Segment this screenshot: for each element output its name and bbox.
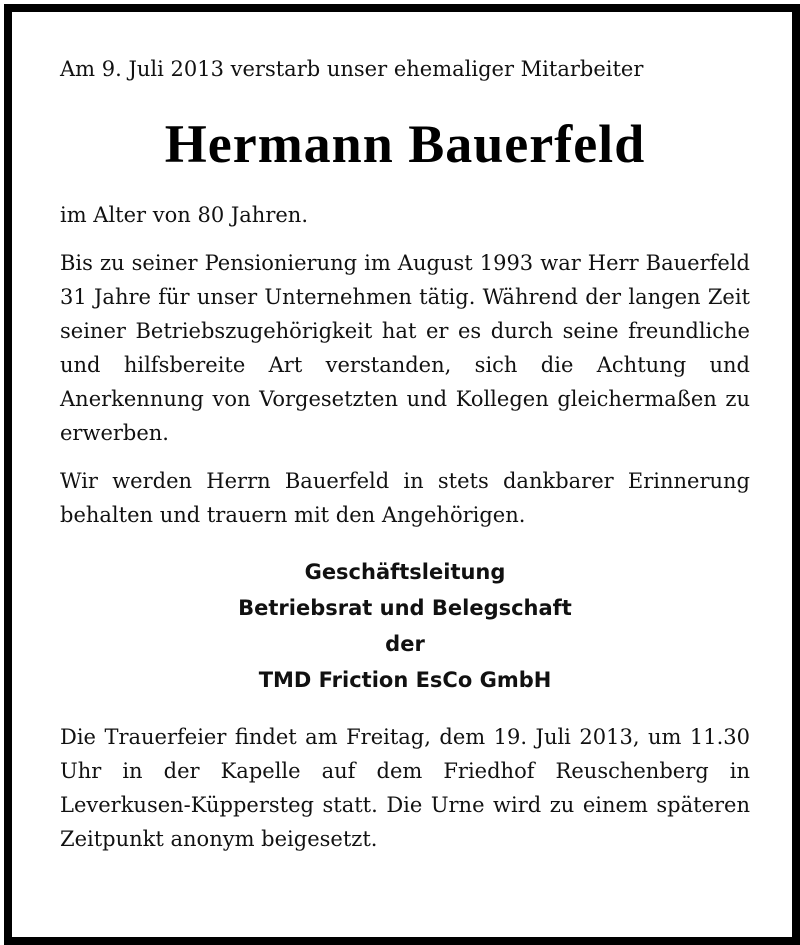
obituary-frame [4,4,800,945]
career-paragraph: Bis zu seiner Pensionierung im August 1993 war Herr Bauerfeld 31 Jahre für unser Unternehmen tätig. Während der langen Zeit seiner Betriebszugehörigkeit hat er es durch seine freundliche und hilfsbereite Art verstanden, sich die Achtung und Anerkennung von Vorgesetzten und Kollegen gleichermaßen zu erwerben. [60,251,750,445]
signature-works-council: Betriebsrat und Belegschaft [238,596,572,620]
signature-block [60,554,750,698]
signature-management: Geschäftsleitung [304,560,506,584]
obituary-content [60,52,750,856]
age-text: im Alter von 80 Jahren. [60,203,309,227]
remembrance-paragraph: Wir werden Herrn Bauerfeld in stets dankbarer Erinnerung behalten und trauern mit den Angehörigen. [60,469,750,527]
intro-text: Am 9. Juli 2013 verstarb unser ehemaliger Mitarbeiter [60,57,644,81]
signature-connector: der [385,632,425,656]
signature-company: TMD Friction EsCo GmbH [258,668,552,692]
funeral-paragraph: Die Trauerfeier findet am Freitag, dem 19. Juli 2013, um 11.30 Uhr in der Kapelle auf dem Friedhof Reuschenberg in Leverkusen-Küppersteg statt. Die Urne wird zu einem späteren Zeitpunkt anonym beigesetzt. [60,725,750,851]
deceased-name: Hermann Bauerfeld [164,114,646,174]
